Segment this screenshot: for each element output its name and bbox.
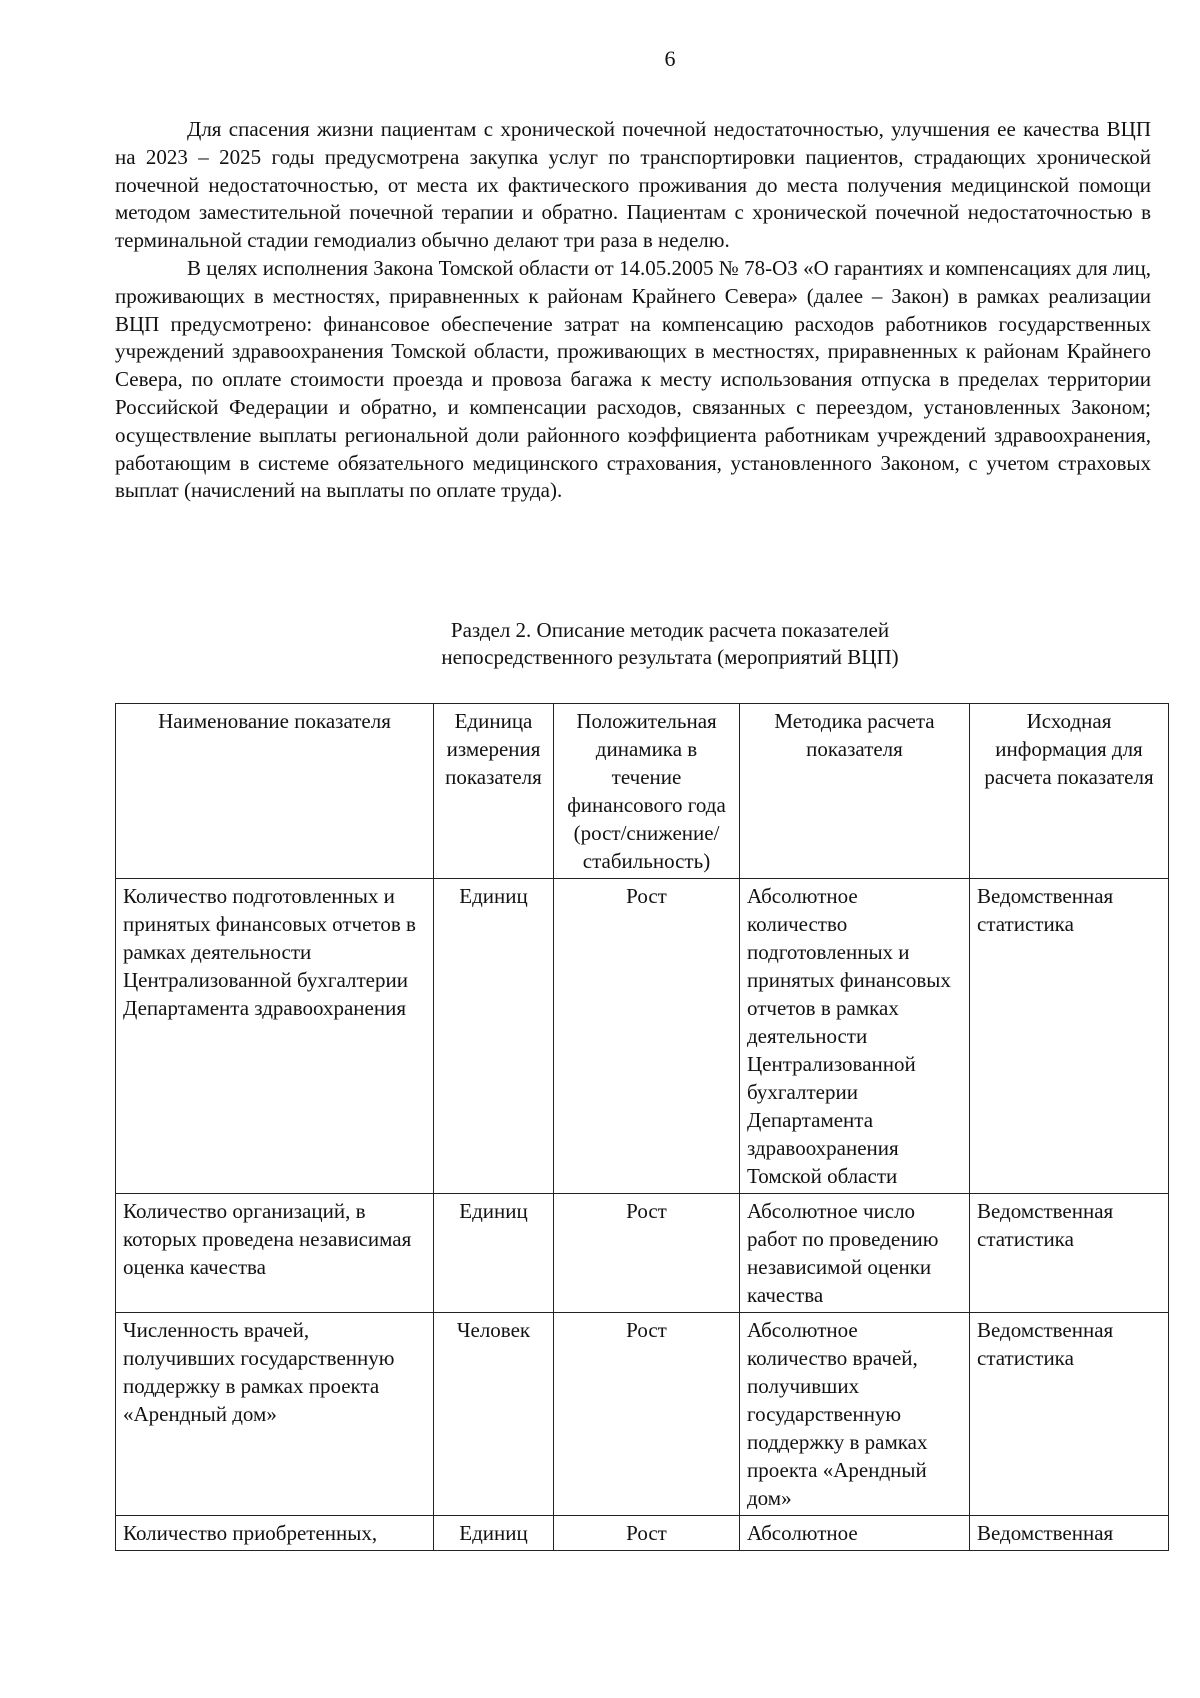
cell-unit: Единиц <box>434 1516 554 1551</box>
table-header-row <box>116 704 1169 879</box>
section-title <box>380 617 960 671</box>
cell-method: Абсолютное количество врачей, получивших государственную поддержку в рамках проекта «Арендный дом» <box>740 1313 970 1516</box>
cell-source: Ведомственная <box>970 1516 1169 1551</box>
cell-method: Абсолютное число работ по проведению независимой оценки качества <box>740 1194 970 1313</box>
cell-dynamics: Рост <box>554 1313 740 1516</box>
cell-method: Абсолютное <box>740 1516 970 1551</box>
indicators-table <box>115 703 1169 1551</box>
cell-source: Ведомственная статистика <box>970 1313 1169 1516</box>
paragraph-far-north-compensation: В целях исполнения Закона Томской области от 14.05.2005 № 78-ОЗ «О гарантиях и компенсациях для лиц, проживающих в местностях, приравненных к районам Крайнего Севера» (далее – Закон) в рамках реализации ВЦП предусмотрено: финансовое обеспечение затрат на компенсацию расходов работников государственных учреждений здравоохранения Томской области, проживающих в местностях, приравненных к районам Крайнего Севера, по оплате стоимости проезда и провоза багажа к месту использования отпуска в пределах территории Российской Федерации и обратно, и компенсации расходов, связанных с переездом, установленных Законом; осуществление выплаты региональной доли районного коэффициента работникам учреждений здравоохранения, работающим в системе обязательного медицинского страхования, установленного Законом, с учетом страховых выплат (начислений на выплаты по оплате труда). <box>115 255 1151 503</box>
header-dynamics: Положительная динамика в течение финансового года (рост/снижение/ стабильность) <box>554 704 740 879</box>
cell-source: Ведомственная статистика <box>970 879 1169 1194</box>
cell-indicator-name: Количество подготовленных и принятых финансовых отчетов в рамках деятельности Централизованной бухгалтерии Департамента здравоохранения <box>116 879 434 1194</box>
table-row <box>116 1194 1169 1313</box>
cell-method: Абсолютное количество подготовленных и принятых финансовых отчетов в рамках деятельности Централизованной бухгалтерии Департамента здравоохранения Томской области <box>740 879 970 1194</box>
header-indicator-name: Наименование показателя <box>116 704 434 879</box>
cell-dynamics: Рост <box>554 1516 740 1551</box>
header-method: Методика расчета показателя <box>740 704 970 879</box>
cell-unit: Единиц <box>434 879 554 1194</box>
page-number: 6 <box>664 46 676 71</box>
section-title-line-2: непосредственного результата (мероприятий ВЦП) <box>441 645 899 669</box>
cell-source: Ведомственная статистика <box>970 1194 1169 1313</box>
header-source: Исходная информация для расчета показателя <box>970 704 1169 879</box>
table-row <box>116 1516 1169 1551</box>
paragraph-dialysis-transport: Для спасения жизни пациентам с хронической почечной недостаточностью, улучшения ее качества ВЦП на 2023 – 2025 годы предусмотрена закупка услуг по транспортировки пациентов, страдающих хронической почечной недостаточностью, от места их фактического проживания до места получения медицинской помощи методом заместительной почечной терапии и обратно. Пациентам с хронической почечной недостаточностью в терминальной стадии гемодиализ обычно делают три раза в неделю. <box>115 117 1151 253</box>
table-row <box>116 879 1169 1194</box>
cell-indicator-name: Численность врачей, получивших государственную поддержку в рамках проекта «Арендный дом» <box>116 1313 434 1516</box>
cell-indicator-name: Количество организаций, в которых проведена независимая оценка качества <box>116 1194 434 1313</box>
cell-unit: Человек <box>434 1313 554 1516</box>
cell-dynamics: Рост <box>554 1194 740 1313</box>
section-title-line-1: Раздел 2. Описание методик расчета показателей <box>450 618 890 642</box>
header-unit: Единица измерения показателя <box>434 704 554 879</box>
table-row <box>116 1313 1169 1516</box>
cell-indicator-name: Количество приобретенных, <box>116 1516 434 1551</box>
body-text <box>115 116 1151 505</box>
cell-unit: Единиц <box>434 1194 554 1313</box>
cell-dynamics: Рост <box>554 879 740 1194</box>
